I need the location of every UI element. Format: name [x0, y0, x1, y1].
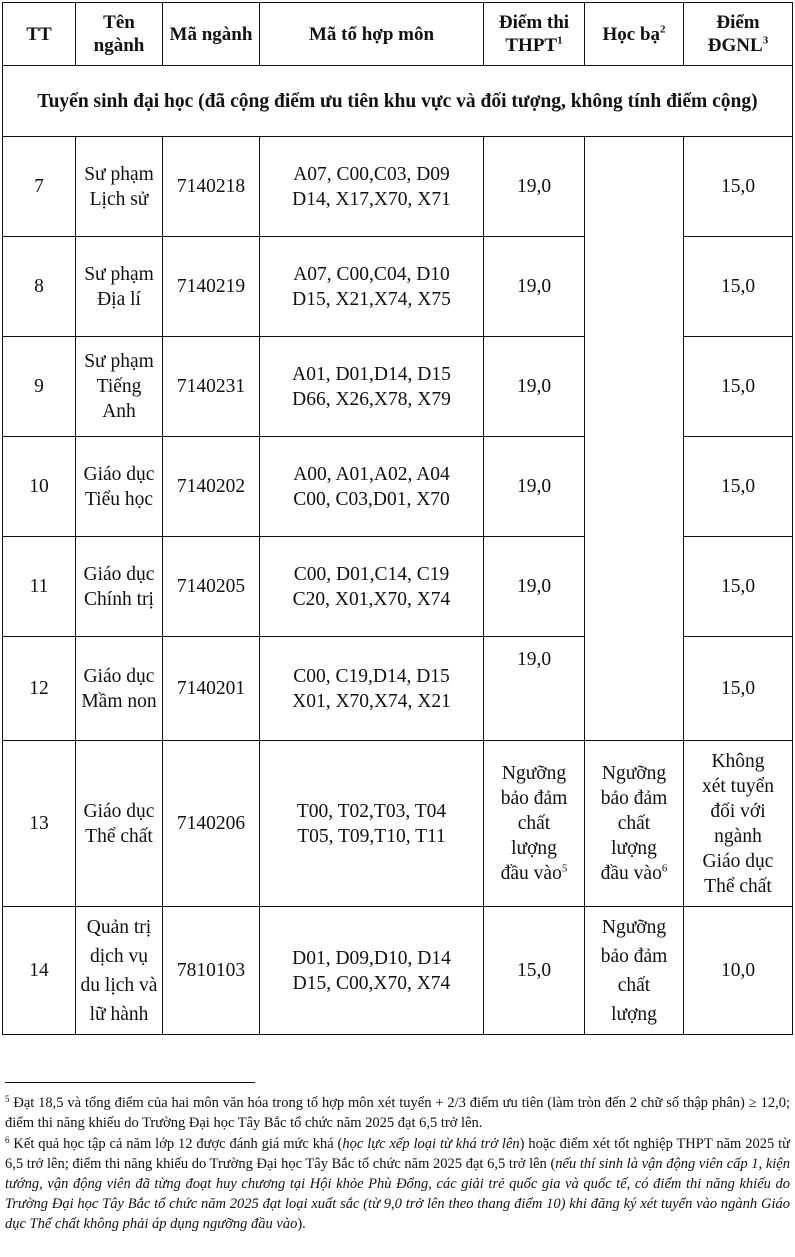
table-row: [3, 907, 793, 1035]
row-combo: D01, D09,D10, D14 D15, C00,X70, X74: [260, 907, 484, 1035]
row-code: 7140201: [163, 637, 260, 741]
row-code: 7140202: [163, 437, 260, 537]
footnote-6: $^6$ Kết quả học tập cả năm lớp 12 được đánh giá mức khá (học lực xếp loại từ khá trở lên) hoặc điểm xét tốt nghiệp THPT năm 2025 từ 6,5 trở lên; điểm thi năng khiếu do Trường Đại học Tây Bắc tổ chức năm 2025 đạt 6,5 trở lên (nếu thí sinh là vận động viên cấp 1, kiện tướng, vận động viên đã từng đoạt huy chương tại Hội khỏe Phù Đổng, các giải trẻ quốc gia và quốc tế, có điểm thi năng khiếu do Trường Đại học Tây Bắc tổ chức năm 2025 đạt loại xuất sắc (từ 9,0 trở lên theo thang điểm 10) khi đăng ký xét tuyển vào ngành Giáo dục Thể chất không phải áp dụng ngưỡng đầu vào).: [5, 1135, 790, 1232]
row-combo: A07, C00,C03, D09 D14, X17,X70, X71: [260, 137, 484, 237]
row-dgnl: 15,0: [684, 637, 793, 741]
row-combo: T00, T02,T03, T04 T05, T09,T10, T11: [260, 741, 484, 907]
row-combo: C00, C19,D14, D15 X01, X70,X74, X21: [260, 637, 484, 741]
header-hoc-ba: Học bạ$^2$: [585, 3, 684, 66]
footnote-5: $^5$ Đạt 18,5 và tổng điểm của hai môn văn hóa trong tổ hợp môn xét tuyển + 2/3 điểm ưu tiên (làm tròn đến 2 chữ số thập phân) ≥ 12,0; điểm thi năng khiếu do Trường Đại học Tây Bắc tổ chức năm 2025 đạt 6,5 trở lên.: [5, 1094, 790, 1131]
row-combo: A00, A01,A02, A04 C00, C03,D01, X70: [260, 437, 484, 537]
row-name: Giáo dục Tiểu học: [76, 437, 163, 537]
row-combo: A07, C00,C04, D10 D15, X21,X74, X75: [260, 237, 484, 337]
row-code: 7140218: [163, 137, 260, 237]
row-hoc-ba: Ngưỡng bảo đảm chất lượng đầu vào$^6$: [585, 741, 684, 907]
row-name: Giáo dục Mầm non: [76, 637, 163, 741]
row-thpt: 19,0: [484, 537, 585, 637]
row-name: Giáo dục Thể chất: [76, 741, 163, 907]
table-row: [3, 137, 793, 237]
row-dgnl: Không xét tuyển đối với ngành Giáo dục Thể chất: [684, 741, 793, 907]
footnotes: [5, 1093, 790, 1235]
row-tt: 7: [3, 137, 76, 237]
row-tt: 8: [3, 237, 76, 337]
row-code: 7810103: [163, 907, 260, 1035]
header-row: [3, 3, 793, 66]
row-tt: 11: [3, 537, 76, 637]
header-tt: TT: [3, 3, 76, 66]
header-ma-to-hop: Mã tổ hợp môn: [260, 3, 484, 66]
row-thpt: Ngưỡng bảo đảm chất lượng đầu vào$^5$: [484, 741, 585, 907]
row-name: Giáo dục Chính trị: [76, 537, 163, 637]
header-ma-nganh: Mã ngành: [163, 3, 260, 66]
row-dgnl: 15,0: [684, 537, 793, 637]
row-tt: 9: [3, 337, 76, 437]
row-combo: A01, D01,D14, D15 D66, X26,X78, X79: [260, 337, 484, 437]
header-dgnl: Điểm ĐGNL$^3$: [684, 3, 793, 66]
row-tt: 13: [3, 741, 76, 907]
row-dgnl: 10,0: [684, 907, 793, 1035]
row-hoc-ba: Ngưỡng bảo đảm chất lượng: [585, 907, 684, 1035]
row-name: Sư phạm Tiếng Anh: [76, 337, 163, 437]
header-ten-nganh: Tên ngành: [76, 3, 163, 66]
row-dgnl: 15,0: [684, 437, 793, 537]
row-combo: C00, D01,C14, C19 C20, X01,X70, X74: [260, 537, 484, 637]
row-dgnl: 15,0: [684, 337, 793, 437]
section-title: Tuyển sinh đại học (đã cộng điểm ưu tiên khu vực và đối tượng, không tính điểm cộng): [3, 66, 793, 137]
row-name: Quản trị dịch vụ du lịch và lữ hành: [76, 907, 163, 1035]
row-thpt: 19,0: [484, 637, 585, 741]
row-code: 7140231: [163, 337, 260, 437]
row-thpt: 15,0: [484, 907, 585, 1035]
row-tt: 12: [3, 637, 76, 741]
row-code: 7140219: [163, 237, 260, 337]
row-name: Sư phạm Địa lí: [76, 237, 163, 337]
row-name: Sư phạm Lịch sử: [76, 137, 163, 237]
row-code: 7140205: [163, 537, 260, 637]
hoc-ba-empty: [585, 137, 684, 741]
row-thpt: 19,0: [484, 237, 585, 337]
table-row: [3, 741, 793, 907]
row-thpt: 19,0: [484, 437, 585, 537]
row-tt: 14: [3, 907, 76, 1035]
section-row: [3, 66, 793, 137]
admission-table: [2, 2, 793, 1035]
row-tt: 10: [3, 437, 76, 537]
row-dgnl: 15,0: [684, 137, 793, 237]
row-dgnl: 15,0: [684, 237, 793, 337]
footnote-divider: [5, 1082, 255, 1083]
header-thpt: Điểm thi THPT$^1$: [484, 3, 585, 66]
row-code: 7140206: [163, 741, 260, 907]
row-thpt: 19,0: [484, 137, 585, 237]
row-thpt: 19,0: [484, 337, 585, 437]
